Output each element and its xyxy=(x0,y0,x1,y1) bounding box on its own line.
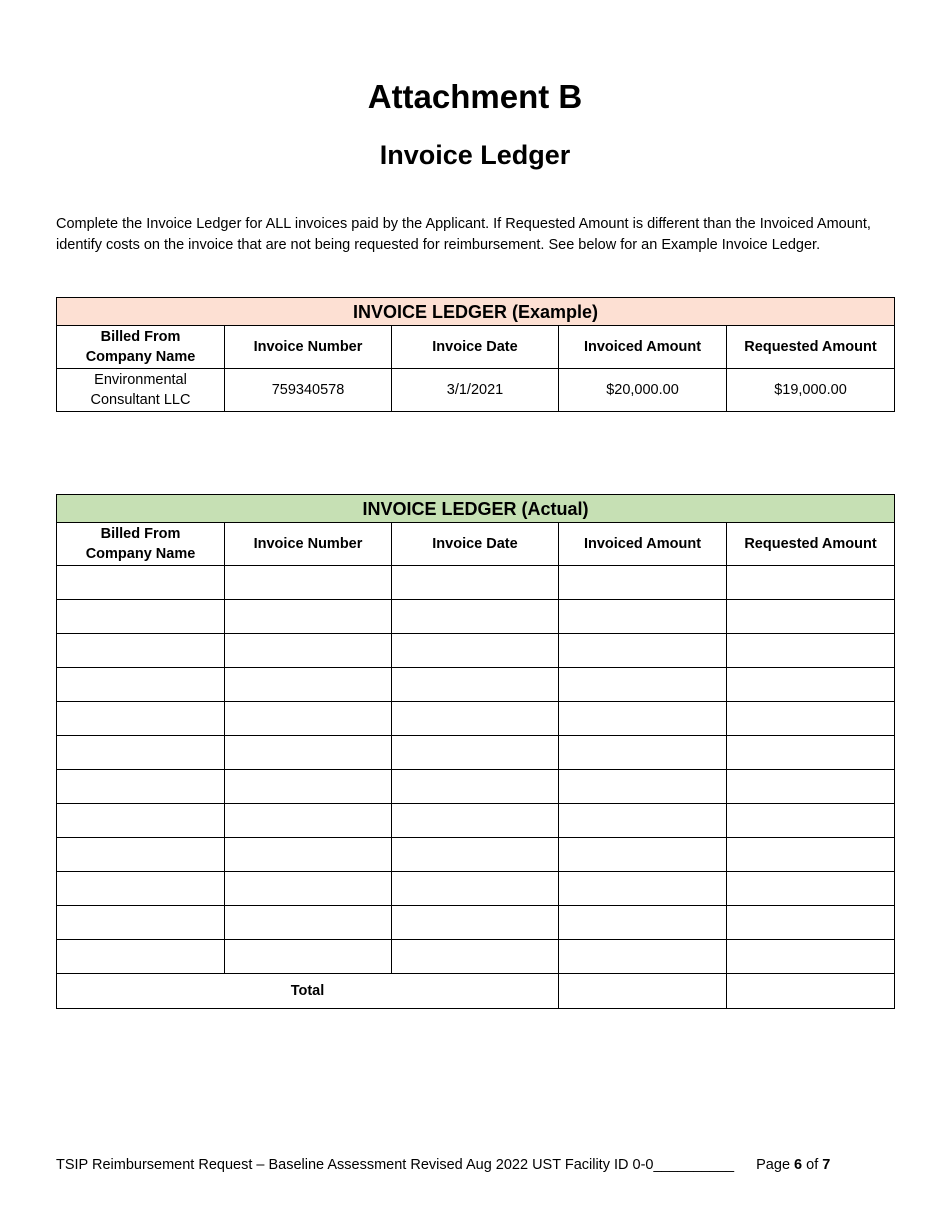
footer-text: TSIP Reimbursement Request – Baseline Assessment Revised Aug 2022 UST Facility ID 0-0__________ xyxy=(56,1157,735,1173)
company-cell[interactable] xyxy=(57,566,225,600)
company-cell[interactable] xyxy=(57,736,225,770)
table-row xyxy=(57,838,895,872)
invoice-number-cell[interactable] xyxy=(225,770,392,804)
column-header-billed-from xyxy=(57,523,225,566)
invoice-number-cell[interactable] xyxy=(225,838,392,872)
example-row xyxy=(57,369,895,412)
company-cell[interactable] xyxy=(57,804,225,838)
instructions-paragraph: Complete the Invoice Ledger for ALL invoices paid by the Applicant. If Requested Amount is different than the Invoiced Amount, identify costs on the invoice that are not being requested for reimbursement. See below for an Example Invoice Ledger. xyxy=(56,216,871,253)
column-header-billed-from-line2: Company Name xyxy=(85,546,196,562)
invoiced-amount-cell[interactable] xyxy=(559,872,727,906)
column-header-billed-from-line1: Billed From xyxy=(100,526,181,542)
page-current: 6 xyxy=(794,1157,803,1173)
requested-amount-cell[interactable] xyxy=(727,838,895,872)
page-of: of xyxy=(806,1157,819,1173)
invoiced-amount-cell[interactable] xyxy=(559,804,727,838)
invoice-date-cell[interactable] xyxy=(392,940,559,974)
requested-amount-cell[interactable] xyxy=(727,770,895,804)
table-row xyxy=(57,668,895,702)
requested-amount-cell[interactable] xyxy=(727,566,895,600)
table-row xyxy=(57,702,895,736)
invoice-number-cell[interactable] xyxy=(225,804,392,838)
page-title: Attachment B xyxy=(367,78,583,115)
requested-amount-cell[interactable] xyxy=(727,906,895,940)
column-header-billed-from-line2: Company Name xyxy=(85,349,196,365)
requested-amount-cell[interactable] xyxy=(727,804,895,838)
invoiced-amount-cell[interactable] xyxy=(559,600,727,634)
example-ledger-table xyxy=(56,297,895,412)
column-header-billed-from xyxy=(57,326,225,369)
company-cell[interactable] xyxy=(57,906,225,940)
invoice-date-cell[interactable] xyxy=(392,668,559,702)
invoice-date-cell[interactable] xyxy=(392,906,559,940)
column-header-billed-from-line1: Billed From xyxy=(100,329,181,345)
page-prefix: Page xyxy=(756,1157,791,1173)
actual-ledger-body xyxy=(57,566,895,1009)
example-invoice-number: 759340578 xyxy=(225,369,392,412)
column-header-requested-amount: Requested Amount xyxy=(727,326,895,369)
company-cell[interactable] xyxy=(57,668,225,702)
invoice-date-cell[interactable] xyxy=(392,872,559,906)
company-cell[interactable] xyxy=(57,600,225,634)
company-cell[interactable] xyxy=(57,702,225,736)
total-row xyxy=(57,974,895,1009)
invoice-number-cell[interactable] xyxy=(225,600,392,634)
total-invoiced-amount-cell[interactable] xyxy=(559,974,727,1009)
requested-amount-cell[interactable] xyxy=(727,600,895,634)
example-company-line2: Consultant LLC xyxy=(90,392,191,408)
table-row xyxy=(57,940,895,974)
page-subtitle: Invoice Ledger xyxy=(379,140,571,170)
invoiced-amount-cell[interactable] xyxy=(559,906,727,940)
column-header-requested-amount: Requested Amount xyxy=(727,523,895,566)
example-company-line1: Environmental xyxy=(94,372,187,388)
company-cell[interactable] xyxy=(57,940,225,974)
invoice-date-cell[interactable] xyxy=(392,804,559,838)
invoice-number-cell[interactable] xyxy=(225,940,392,974)
column-header-invoiced-amount: Invoiced Amount xyxy=(559,523,727,566)
company-cell[interactable] xyxy=(57,838,225,872)
invoice-number-cell[interactable] xyxy=(225,668,392,702)
example-requested-amount: $19,000.00 xyxy=(727,369,895,412)
invoice-number-cell[interactable] xyxy=(225,872,392,906)
total-requested-amount-cell[interactable] xyxy=(727,974,895,1009)
actual-ledger-caption: INVOICE LEDGER (Actual) xyxy=(57,495,895,523)
requested-amount-cell[interactable] xyxy=(727,872,895,906)
column-header-invoice-date: Invoice Date xyxy=(392,523,559,566)
total-label: Total xyxy=(57,974,559,1009)
table-row xyxy=(57,770,895,804)
table-row xyxy=(57,634,895,668)
invoice-date-cell[interactable] xyxy=(392,702,559,736)
invoiced-amount-cell[interactable] xyxy=(559,770,727,804)
invoiced-amount-cell[interactable] xyxy=(559,566,727,600)
column-header-invoice-number: Invoice Number xyxy=(225,326,392,369)
company-cell[interactable] xyxy=(57,770,225,804)
requested-amount-cell[interactable] xyxy=(727,940,895,974)
company-cell[interactable] xyxy=(57,872,225,906)
page-footer xyxy=(56,1157,916,1173)
requested-amount-cell[interactable] xyxy=(727,668,895,702)
example-invoiced-amount: $20,000.00 xyxy=(559,369,727,412)
table-row xyxy=(57,804,895,838)
table-row xyxy=(57,736,895,770)
invoice-date-cell[interactable] xyxy=(392,838,559,872)
invoice-date-cell[interactable] xyxy=(392,634,559,668)
table-row xyxy=(57,872,895,906)
invoiced-amount-cell[interactable] xyxy=(559,940,727,974)
table-row xyxy=(57,600,895,634)
column-header-invoice-number: Invoice Number xyxy=(225,523,392,566)
invoice-number-cell[interactable] xyxy=(225,634,392,668)
invoiced-amount-cell[interactable] xyxy=(559,736,727,770)
page-number xyxy=(756,1157,830,1173)
column-header-invoice-date: Invoice Date xyxy=(392,326,559,369)
table-row xyxy=(57,566,895,600)
page-total: 7 xyxy=(822,1157,831,1173)
invoiced-amount-cell[interactable] xyxy=(559,838,727,872)
invoiced-amount-cell[interactable] xyxy=(559,668,727,702)
invoice-number-cell[interactable] xyxy=(225,906,392,940)
example-company-cell xyxy=(57,369,225,412)
example-invoice-date: 3/1/2021 xyxy=(392,369,559,412)
invoice-date-cell[interactable] xyxy=(392,600,559,634)
invoice-number-cell[interactable] xyxy=(225,566,392,600)
invoiced-amount-cell[interactable] xyxy=(559,634,727,668)
requested-amount-cell[interactable] xyxy=(727,736,895,770)
invoiced-amount-cell[interactable] xyxy=(559,702,727,736)
invoice-date-cell[interactable] xyxy=(392,566,559,600)
invoice-number-cell[interactable] xyxy=(225,702,392,736)
column-header-invoiced-amount: Invoiced Amount xyxy=(559,326,727,369)
table-row xyxy=(57,906,895,940)
company-cell[interactable] xyxy=(57,634,225,668)
actual-ledger-table xyxy=(56,494,895,1009)
invoice-number-cell[interactable] xyxy=(225,736,392,770)
example-ledger-caption: INVOICE LEDGER (Example) xyxy=(57,298,895,326)
invoice-date-cell[interactable] xyxy=(392,736,559,770)
invoice-date-cell[interactable] xyxy=(392,770,559,804)
requested-amount-cell[interactable] xyxy=(727,634,895,668)
requested-amount-cell[interactable] xyxy=(727,702,895,736)
